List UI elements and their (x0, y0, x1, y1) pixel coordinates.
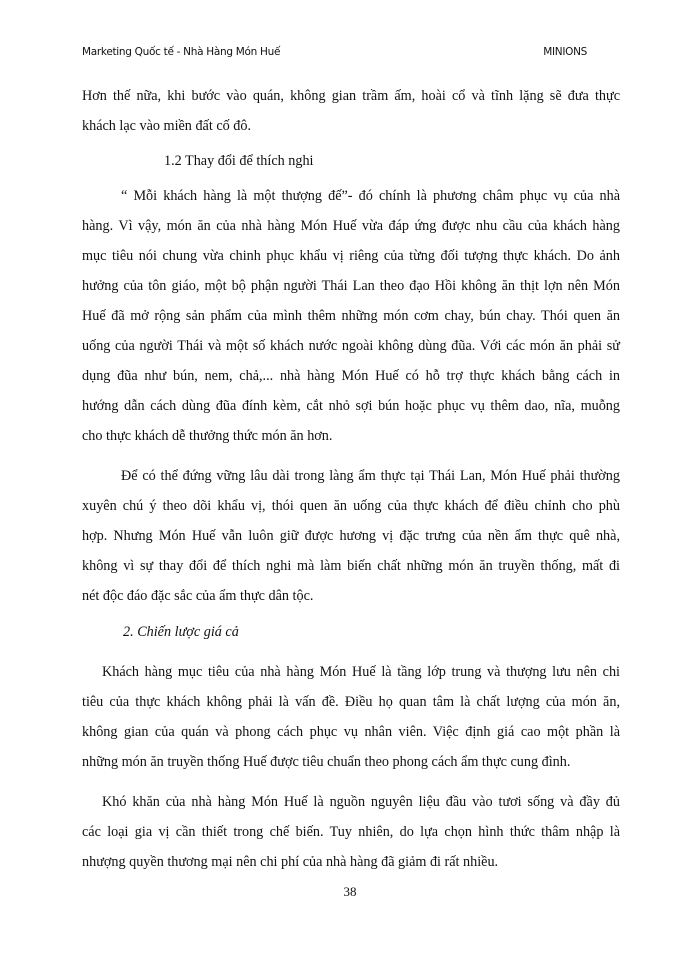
text-line: hàng. Vì vậy, món ăn của nhà hàng Món Huế vừa đáp ứng được nhu cầu của khách hàng (82, 218, 620, 234)
text-line: Khách hàng mục tiêu của nhà hàng Món Huế là tầng lớp trung và thượng lưu nên chi (102, 664, 620, 680)
text-line: dụng đũa như bún, nem, chả,... nhà hàng Món Huế có hỗ trợ thực khách bằng cách in (82, 368, 620, 384)
header-title: Marketing Quốc tế - Nhà Hàng Món Huế (82, 46, 281, 58)
text-line: “ Mỗi khách hàng là một thượng đế”- đó chính là phương châm phục vụ của nhà (121, 188, 620, 204)
text-line: nét độc đáo đặc sắc của ẩm thực dân tộc. (82, 588, 314, 604)
text-line: Hơn thế nữa, khi bước vào quán, không gian trầm ấm, hoài cổ và tĩnh lặng sẽ đưa thực (82, 88, 620, 104)
text-line: những món ăn truyền thống Huế được tiêu chuẩn theo phong cách ẩm thực cung đình. (82, 754, 571, 770)
text-line: nhượng quyền thương mại nên chi phí của nhà hàng đã giảm đi rất nhiều. (82, 854, 499, 870)
section-heading-2: 2. Chiến lược giá cả (123, 624, 239, 640)
text-line: khách lạc vào miền đất cố đô. (82, 118, 252, 134)
text-line: xuyên chú ý theo dõi khẩu vị, thói quen ăn uống của thực khách để điều chỉnh cho phù (82, 498, 620, 514)
text-line: Để có thể đứng vững lâu dài trong làng ẩm thực tại Thái Lan, Món Huế phải thường (121, 468, 620, 484)
text-line: không gian của quán và phong cách phục vụ nhân viên. Việc định giá cao một phần là (82, 724, 620, 740)
text-line: hưởng của tôn giáo, một bộ phận người Thái Lan theo đạo Hồi không ăn thịt lợn nên Món (82, 278, 620, 294)
header-team: MINIONS (543, 46, 587, 58)
text-line: mục tiêu nói chung vừa chinh phục khẩu vị riêng của từng đối tượng thực khách. Do ảnh (82, 248, 620, 264)
text-line: Huế đã mở rộng sản phẩm của mình thêm những món cơm chay, bún chay. Thói quen ăn (82, 308, 620, 324)
page-number: 38 (343, 884, 357, 899)
text-line: uống của người Thái và một số khách nước ngoài không dùng đũa. Với các món ăn phải sử (82, 338, 620, 354)
text-line: Khó khăn của nhà hàng Món Huế là nguồn nguyên liệu đầu vào tươi sống và đầy đủ (102, 794, 620, 810)
section-heading-1-2: 1.2 Thay đổi để thích nghi (164, 153, 314, 169)
text-line: hướng dẫn cách dùng đũa đính kèm, cắt nhỏ sợi bún hoặc phục vụ thêm dao, nĩa, muỗng (82, 398, 620, 414)
text-line: tiêu của thực khách không phải là vấn đề. Điều họ quan tâm là chất lượng của món ăn, (82, 694, 620, 710)
text-line: không vì sự thay đổi để thích nghi mà làm biến chất những món ăn truyền thống, mất đi (82, 558, 620, 574)
text-line: hợp. Nhưng Món Huế vẫn luôn giữ được hương vị đặc trưng của nền ẩm thực quê nhà, (82, 528, 620, 544)
text-line: các loại gia vị cần thiết trong chế biến. Tuy nhiên, do lựa chọn hình thức thâm nhập là (82, 824, 620, 840)
page-header (82, 46, 620, 64)
text-line: cho thực khách dễ thưởng thức món ăn hơn. (82, 428, 333, 444)
